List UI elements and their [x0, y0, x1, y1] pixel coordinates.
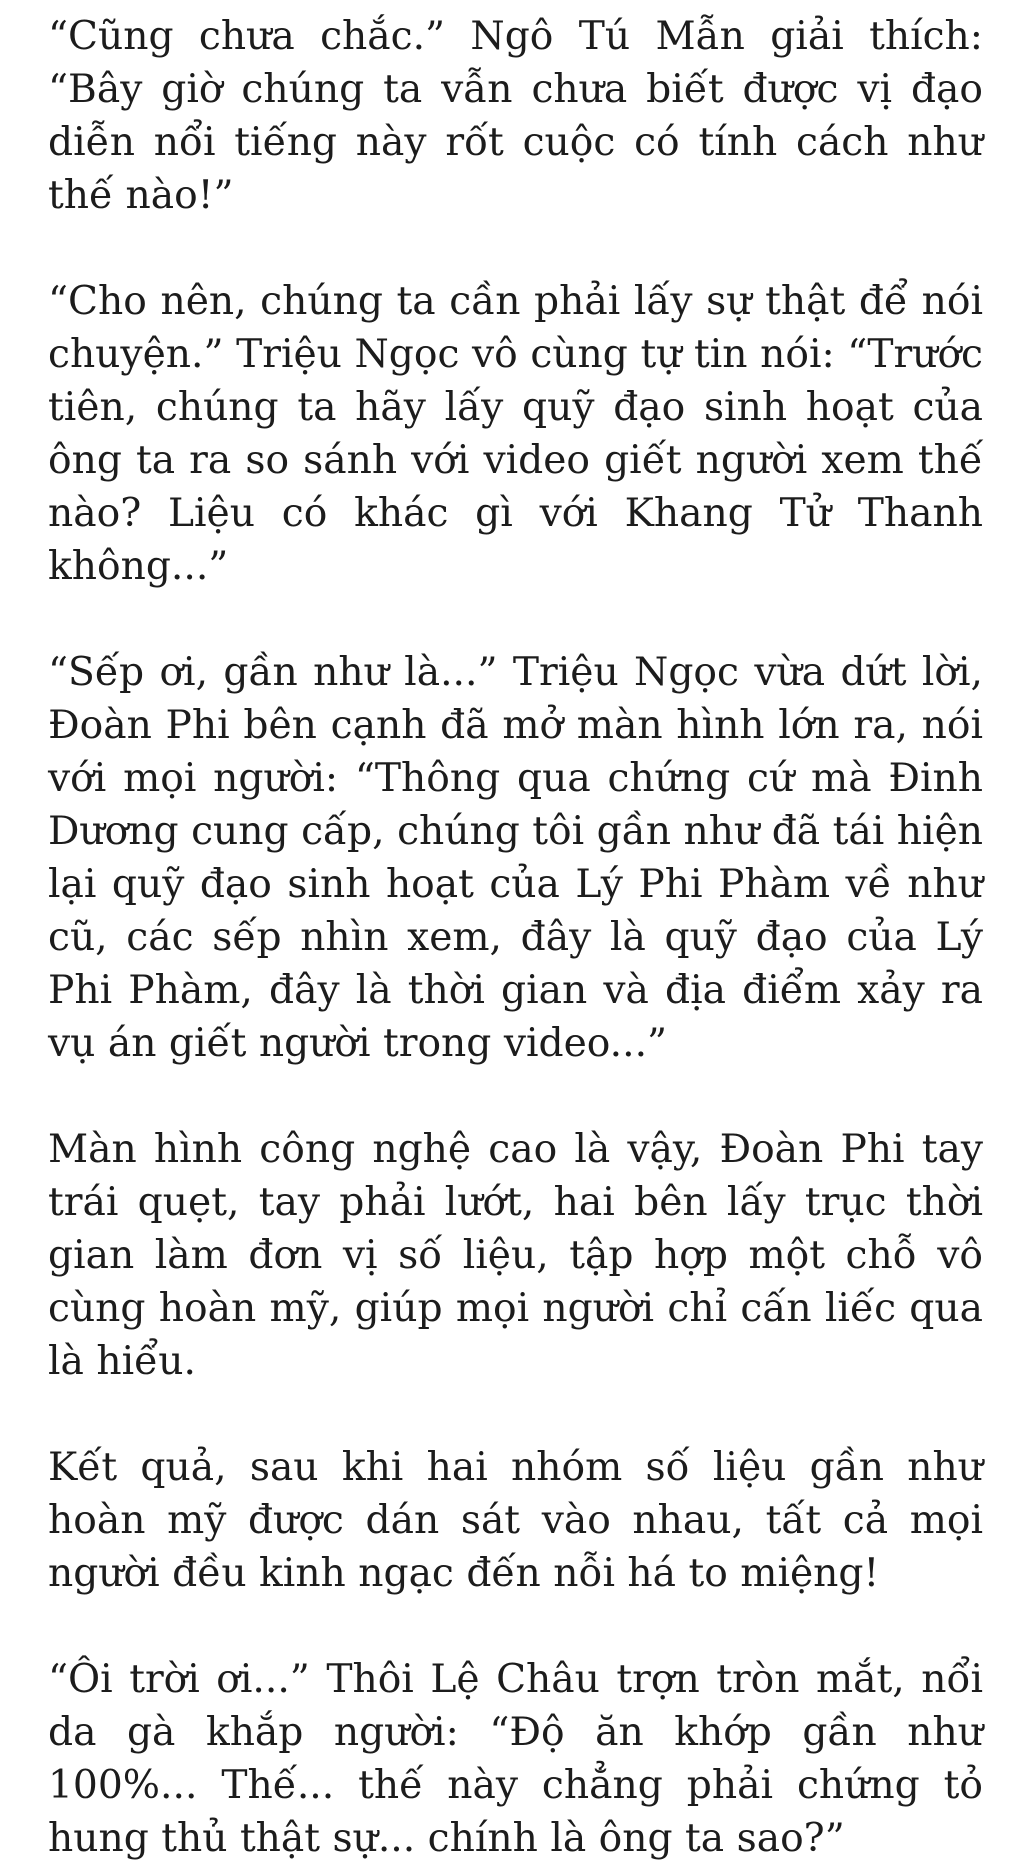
- paragraph-6: “Ôi trời ơi...” Thôi Lệ Châu trợn tròn mắt, nổi da gà khắp người: “Độ ăn khớp gần như 100%... Thế... thế này chẳng phải chứng tỏ hung thủ thật sự... chính là ông ta sao?”: [48, 1657, 983, 1861]
- reading-page: [48, 10, 983, 1865]
- paragraph-5: Kết quả, sau khi hai nhóm số liệu gần như hoàn mỹ được dán sát vào nhau, tất cả mọi người đều kinh ngạc đến nỗi há to miệng!: [48, 1445, 983, 1596]
- paragraph-4: Màn hình công nghệ cao là vậy, Đoàn Phi tay trái quẹt, tay phải lướt, hai bên lấy trục thời gian làm đơn vị số liệu, tập hợp một chỗ vô cùng hoàn mỹ, giúp mọi người chỉ cấn liếc qua là hiểu.: [48, 1127, 983, 1384]
- paragraph-2: “Cho nên, chúng ta cần phải lấy sự thật để nói chuyện.” Triệu Ngọc vô cùng tự tin nói: “Trước tiên, chúng ta hãy lấy quỹ đạo sinh hoạt của ông ta ra so sánh với video giết người xem thế nào? Liệu có khác gì với Khang Tử Thanh không...”: [48, 279, 983, 589]
- paragraph-1: “Cũng chưa chắc.” Ngô Tú Mẫn giải thích: “Bây giờ chúng ta vẫn chưa biết được vị đạo diễn nổi tiếng này rốt cuộc có tính cách như thế nào!”: [48, 14, 983, 218]
- paragraph-3: “Sếp ơi, gần như là...” Triệu Ngọc vừa dứt lời, Đoàn Phi bên cạnh đã mở màn hình lớn ra, nói với mọi người: “Thông qua chứng cứ mà Đinh Dương cung cấp, chúng tôi gần như đã tái hiện lại quỹ đạo sinh hoạt của Lý Phi Phàm về như cũ, các sếp nhìn xem, đây là quỹ đạo của Lý Phi Phàm, đây là thời gian và địa điểm xảy ra vụ án giết người trong video...”: [48, 650, 983, 1066]
